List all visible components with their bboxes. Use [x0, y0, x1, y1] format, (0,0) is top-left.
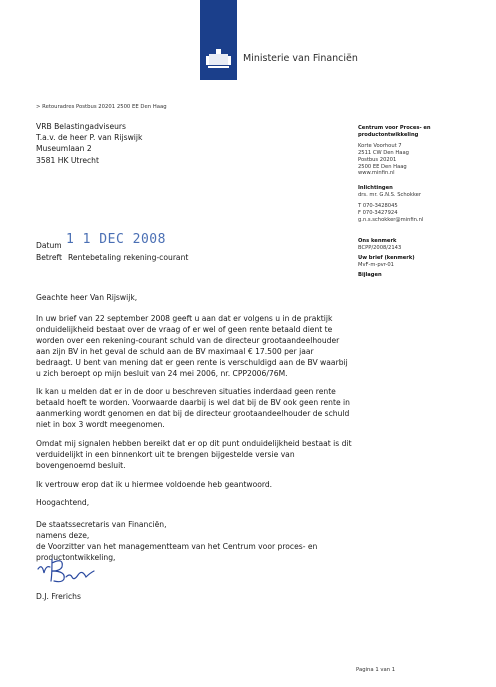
contact-line: g.n.s.schokker@minfin.nl: [358, 216, 424, 223]
office-line: Postbus 20201: [358, 156, 397, 163]
text-line: bovengenoemd besluit.: [36, 461, 126, 470]
text-line: namens deze,: [36, 531, 90, 540]
closing: Hoogachtend,: [36, 498, 90, 507]
office-line: www.minfin.nl: [358, 170, 395, 177]
text-line: aan zijn BV in het geval de schuld aan de BV maximaal € 17.500 per jaar: [36, 347, 314, 356]
text-line: niet in box 3 wordt meegenomen.: [36, 420, 165, 429]
office-title: productontwikkeling: [358, 131, 419, 138]
text-line: In uw brief van 22 september 2008 geeft u aan dat er volgens u in de praktijk: [36, 314, 333, 323]
text-line: aanmerking wordt genomen en dat bij de directeur grootaandeelhouder de schuld: [36, 409, 350, 418]
text-line: u zich beroept op mijn besluit van 24 mei 2006, nr. CPP2006/76M.: [36, 369, 288, 378]
paragraph-4: Ik vertrouw erop dat ik u hiermee voldoende heb geantwoord.: [36, 480, 273, 489]
information-block: [358, 185, 423, 224]
info-line: drs. mr. G.N.S. Schokker: [358, 191, 421, 198]
sender-office: [358, 125, 431, 177]
contact-line: T 070-3428045: [358, 202, 398, 209]
info-title: Inlichtingen: [358, 185, 393, 191]
addressee-block: [36, 121, 142, 166]
text-line: verduidelijkt in een binnenkort uit te brengen bijgestelde versie van: [36, 450, 295, 459]
text-line: Ik kan u melden dat er in de door u beschreven situaties inderdaad geen rente: [36, 387, 336, 396]
page-number: Pagina 1 van 1: [356, 667, 396, 673]
text-line: de Voorzitter van het managementteam van het Centrum voor proces- en: [36, 542, 318, 551]
our-ref: BCPP/2008/2143: [358, 244, 402, 251]
reference-block: [358, 238, 415, 279]
date-label: Datum: [36, 241, 62, 250]
your-ref-title: Uw brief (kenmerk): [358, 254, 415, 261]
subject-value: Rentebetaling rekening-courant: [68, 253, 189, 262]
text-line: worden over een rekening-courant schuld van de directeur grootaandeelhouder: [36, 336, 340, 345]
salutation: Geachte heer Van Rijswijk,: [36, 293, 138, 302]
return-address: > Retouradres Postbus 20201 2500 EE Den Haag: [36, 104, 167, 110]
office-title: Centrum voor Proces- en: [358, 125, 431, 131]
text-line: bedraagt. U bent van mening dat er geen rente is verschuldigd aan de BV waarbij: [36, 358, 348, 367]
text-line: De staatssecretaris van Financiën,: [36, 520, 167, 529]
signer-name: D.J. Frerichs: [36, 592, 81, 601]
text-line: onduidelijkheid bestaat over de vraag of er wel of geen rente betaald dient te: [36, 325, 333, 334]
addressee-line: VRB Belastingadviseurs: [36, 122, 127, 131]
addressee-line: Museumlaan 2: [36, 144, 92, 154]
text-line: productontwikkeling,: [36, 553, 116, 562]
paragraph-1: [36, 313, 381, 379]
addressee-line: T.a.v. de heer P. van Rijswijk: [36, 133, 143, 143]
office-line: 2511 CW Den Haag: [358, 149, 409, 156]
your-ref: MvF-m-pvr-01: [358, 261, 394, 268]
addressee-line: 3581 HK Utrecht: [36, 155, 99, 165]
ministry-logo: [200, 0, 237, 80]
our-ref-title: Ons kenmerk: [358, 238, 397, 244]
paragraph-3: [36, 438, 381, 471]
contact-line: F 070-3427924: [358, 209, 398, 216]
ministry-name: Ministerie van Financiën: [243, 53, 358, 64]
text-line: Omdat mij signalen hebben bereikt dat er op dit punt onduidelijkheid bestaat is dit: [36, 439, 352, 448]
office-line: 2500 EE Den Haag: [358, 163, 407, 170]
attachments-title: Bijlagen: [358, 271, 382, 278]
paragraph-2: [36, 386, 381, 430]
office-line: Korte Voorhout 7: [358, 142, 402, 149]
handwritten-signature: [36, 555, 96, 585]
subject-label: Betreft: [36, 253, 63, 262]
crest-icon: [205, 48, 232, 70]
text-line: betaald hoeft te worden. Voorwaarde daarbij is wel dat bij de BV ook geen rente in: [36, 398, 350, 407]
date-stamp: 1 1 DEC 2008: [66, 232, 166, 247]
